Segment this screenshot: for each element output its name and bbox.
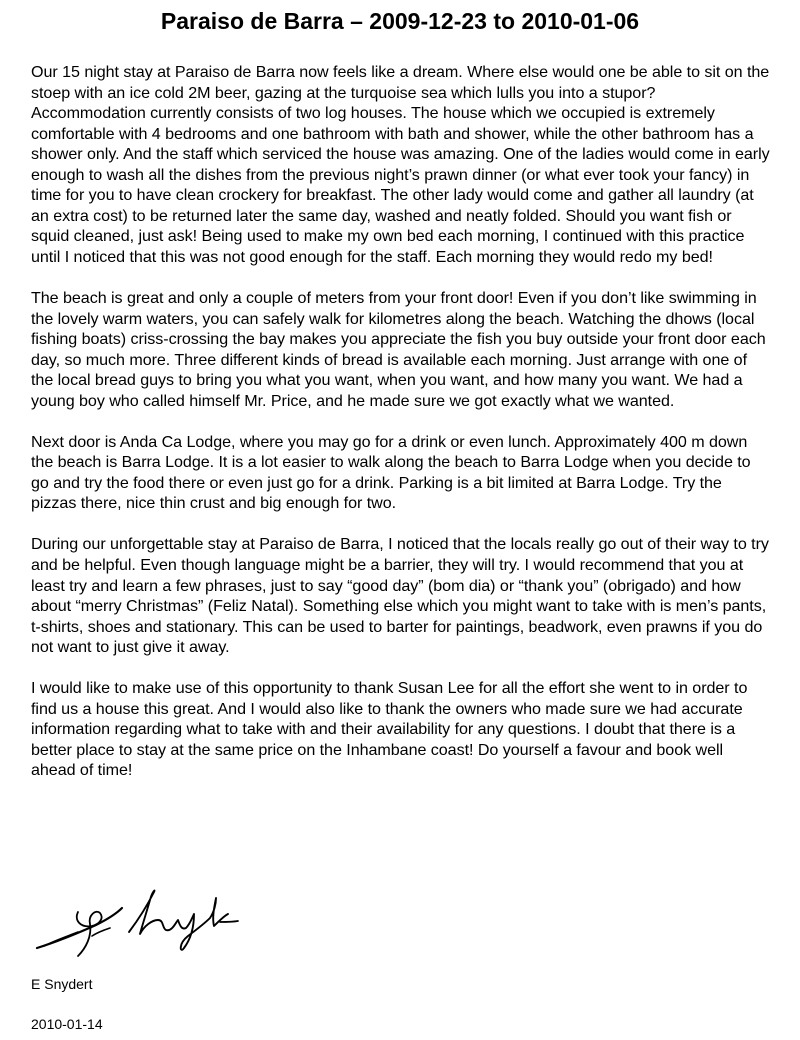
letter-date: 2010-01-14 [31,1016,103,1032]
handwritten-signature [34,882,244,962]
signer-name: E Snydert [31,976,93,992]
paragraph-beach: The beach is great and only a couple of meters from your front door! Even if you don’t like swimming in the lovely warm waters, you can safely walk for kilometres along the beach. Watching the dhows (local fishing boats) criss-crossing the bay makes you appreciate the fish you buy outside your front door each day, so much more. Three different kinds of bread is available each morning. Just arrange with one of the local bread guys to bring you what you want, when you want, and how many you want. We had a young boy who called himself Mr. Price, and he made sure we got exactly what we wanted. [31,288,766,410]
paragraph-thanks: I would like to make use of this opportunity to thank Susan Lee for all the effort she went to in order to find us a house this great. And I would also like to thank the owners who made sure we had accurate information regarding what to take with and their availability for any questions. I doubt that there is a better place to stay at the same price on the Inhambane coast! Do yourself a favour and book well ahead of time! [31,679,748,780]
paragraph-accommodation: Our 15 night stay at Paraiso de Barra now feels like a dream. Where else would one be able to sit on the stoep with an ice cold 2M beer, gazing at the turquoise sea which lulls you into a stupor? Accommodation currently consists of two log houses. The house which we occupied is extremely comfortable with 4 bedrooms and one bathroom with bath and shower, while the other bathroom has a shower only. And the staff which serviced the house was amazing. One of the ladies would come in early enough to wash all the dishes from the previous night’s prawn dinner (or what ever took your fancy) in time for you to have clean crockery for breakfast. The other lady would come and gather all laundry (at an extra cost) to be returned later the same day, washed and neatly folded. Should you want fish or squid cleaned, just ask! Being used to make my own bed each morning, I continued with this practice until I noticed that this was not good enough for the staff. Each morning they would redo my bed! [31,63,770,266]
paragraph-locals: During our unforgettable stay at Paraiso de Barra, I noticed that the locals really go out of their way to try and be helpful. Even though language might be a barrier, they will try. I would recommend that you at least try and learn a few phrases, just to say “good day” (bom dia) or “thank you” (obrigado) and how about “merry Christmas” (Feliz Natal). Something else which you might want to take with is men’s pants, t-shirts, shoes and stationary. This can be used to barter for paintings, beadwork, even prawns if you do not want to just give it away. [31,535,769,657]
letter-body [31,62,771,781]
page-title: Paraiso de Barra – 2009-12-23 to 2010-01-06 [160,8,640,34]
paragraph-nearby-lodges: Next door is Anda Ca Lodge, where you may go for a drink or even lunch. Approximately 400 m down the beach is Barra Lodge. It is a lot easier to walk along the beach to Barra Lodge when you decide to go and try the food there or even just go for a drink. Parking is a bit limited at Barra Lodge. Try the pizzas there, nice thin crust and big enough for two. [31,432,751,513]
